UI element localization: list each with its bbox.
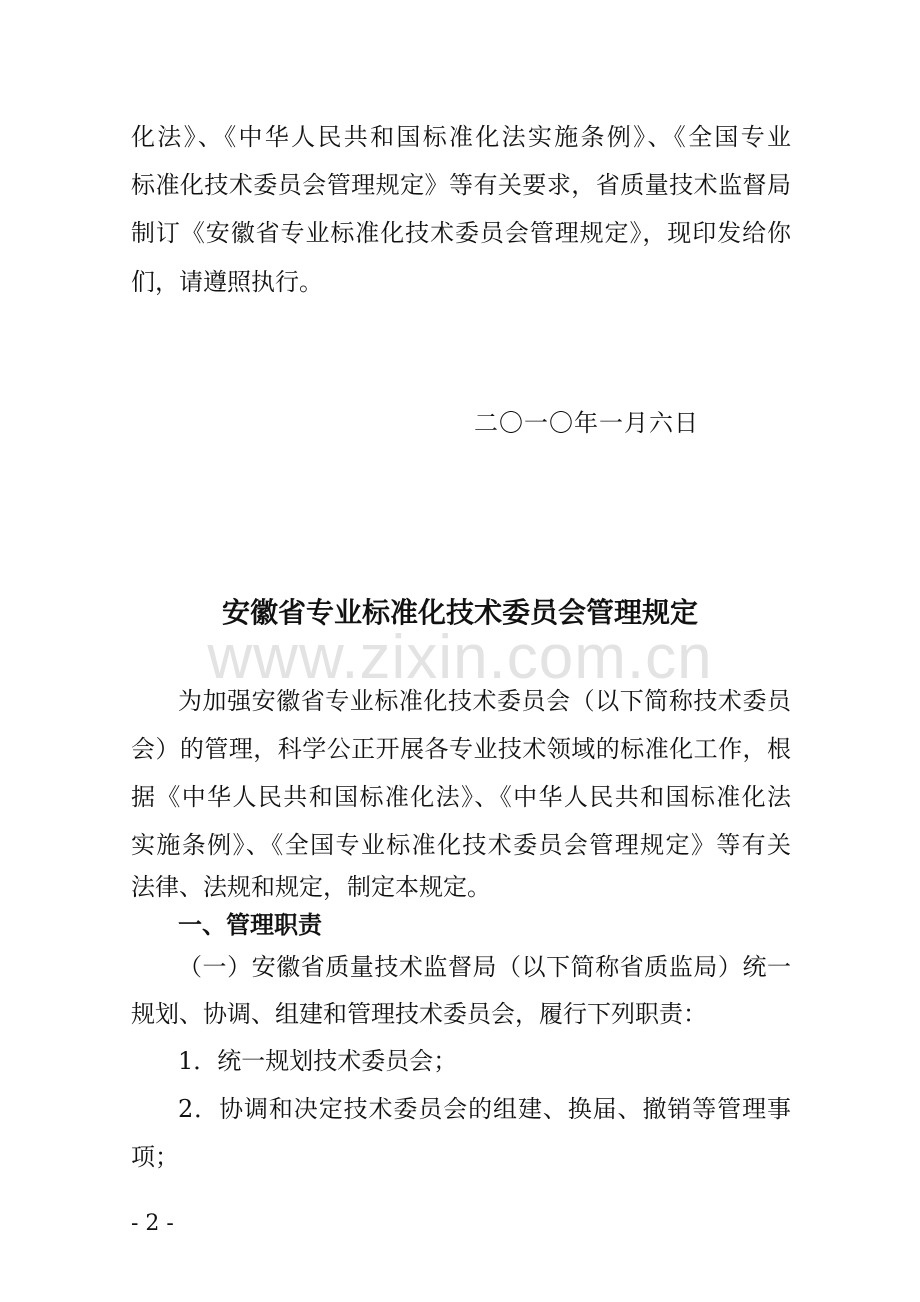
page-number: - 2 - xyxy=(131,1211,174,1236)
document-title: 安徽省专业标准化技术委员会管理规定 xyxy=(221,596,698,629)
preamble-line: 实施条例》、《全国专业标准化技术委员会管理规定》等有关 xyxy=(131,831,791,859)
preamble-line: 会）的管理，科学公正开展各专业技术领域的标准化工作，根 xyxy=(131,735,791,763)
preamble-line: 法律、法规和规定，制定本规定。 xyxy=(131,873,491,901)
list-item-continuation: 项； xyxy=(131,1143,179,1171)
preamble-line: 为加强安徽省专业标准化技术委员会（以下简称技术委员 xyxy=(178,687,791,715)
list-item: 2．协调和决定技术委员会的组建、换届、撤销等管理事 xyxy=(178,1095,791,1123)
intro-line: 们，请遵照执行。 xyxy=(131,268,323,296)
clause-line: 规划、协调、组建和管理技术委员会，履行下列职责： xyxy=(131,1000,707,1028)
clause-line: （一）安徽省质量技术监督局（以下简称省质监局）统一 xyxy=(178,953,791,981)
section-heading: 一、管理职责 xyxy=(178,911,322,939)
issue-date: 二〇一〇年一月六日 xyxy=(474,409,699,437)
preamble-line: 据《中华人民共和国标准化法》、《中华人民共和国标准化法 xyxy=(131,783,791,811)
list-item: 1．统一规划技术委员会； xyxy=(178,1047,458,1075)
intro-line: 制订《安徽省专业标准化技术委员会管理规定》，现印发给你 xyxy=(131,219,791,247)
intro-line: 标准化技术委员会管理规定》等有关要求，省质量技术监督局 xyxy=(131,171,791,199)
watermark: www.zixin.com.cn xyxy=(207,623,713,692)
intro-line: 化法》、《中华人民共和国标准化法实施条例》、《全国专业 xyxy=(131,123,791,151)
